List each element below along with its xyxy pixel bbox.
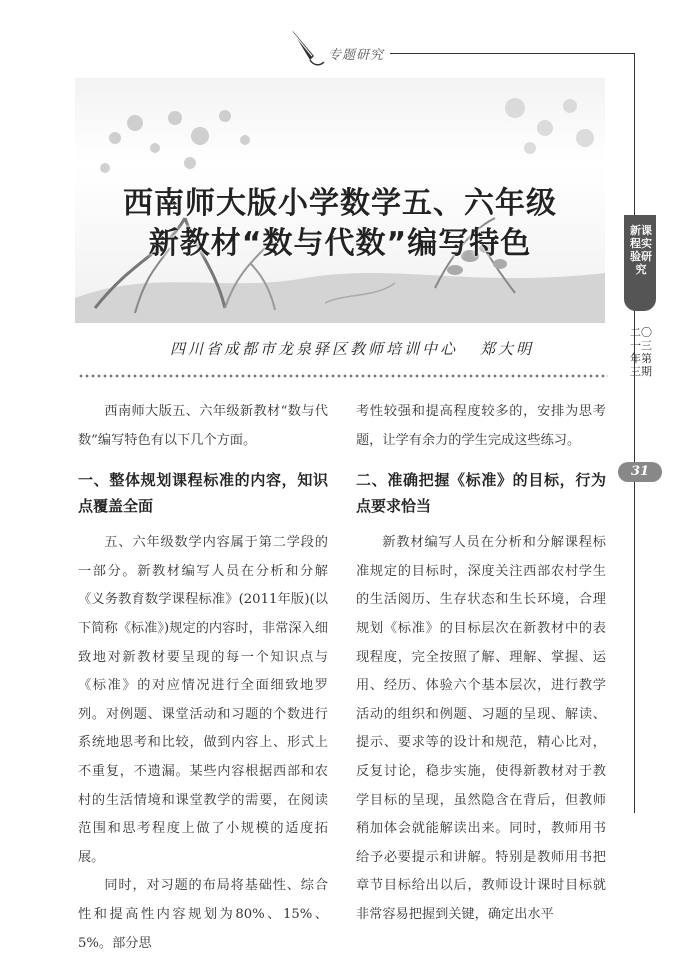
body-paragraph: 考性较强和提高程度较多的，安排为思考题，让学有余力的学生完成这些练习。 (356, 404, 606, 448)
issue-label: 二〇一三年第三期 (630, 326, 652, 378)
section-label: 专题研究 (328, 48, 385, 63)
header-rule (390, 53, 634, 54)
body-paragraph: 同时，对习题的布局将基础性、综合性和提高性内容规划为80%、15%、5%。部分思 (78, 878, 328, 951)
page-number: 31 (618, 462, 662, 482)
margin-rule (634, 53, 635, 813)
author-name: 郑大明 (480, 340, 535, 358)
left-column (78, 398, 328, 958)
article-title-line-1: 西南师大版小学数学五、六年级 (123, 186, 557, 221)
author-byline (170, 338, 534, 359)
body-paragraph: 五、六年级数学内容属于第二学段的一部分。新教材编写人员在分析和分解《义务教育数学课程标准》(2011年版)(以下简称《标准》)规定的内容时，非常深入细致地对新教材要呈现的每一个知识点与《标准》的对应情况进行全面细致地罗列。对例题、课堂活动和习题的个数进行系统地思考和比较，做到内容上、形式上不重复，不遗漏。某些内容根据西部和农村的生活情境和课堂教学的需要，在阅读范围和思考程度上做了小规模的适度拓展。 (78, 535, 328, 865)
journal-name: 新课程实验研究 (630, 224, 652, 276)
article-title-line-2: 新教材“数与代数”编写特色 (148, 226, 532, 261)
section-heading-1: 一、整体规划课程标准的内容，知识点覆盖全面 (78, 471, 328, 516)
body-paragraph: 新教材编写人员在分析和分解课程标准规定的目标时，深度关注西部农村学生的生活阅历、生存状态和生长环境，合理规划《标准》的目标层次在新教材中的表现程度，完全按照了解、理解、掌握、运用、经历、体验六个基本层次，进行教学活动的组织和例题、习题的呈现、解读、提示、要求等的设计和规范，精心比对，反复讨论，稳步实施，使得新教材对于教学目标的呈现，虽然隐含在背后，但教师稍加体会就能解读出来。同时，教师用书给予必要提示和讲解。特别是教师用书把章节目标给出以后，教师设计课时目标就非常容易把握到关键，确定出水平 (356, 535, 606, 922)
right-column (356, 398, 606, 930)
intro-paragraph: 西南师大版五、六年级新教材“数与代数”编写特色有以下几个方面。 (78, 404, 328, 448)
author-affiliation: 四川省成都市龙泉驿区教师培训中心 (170, 340, 459, 358)
decorative-divider (78, 373, 608, 379)
pen-nib-icon (286, 26, 326, 70)
section-heading-2: 二、准确把握《标准》的目标，行为点要求恰当 (356, 471, 606, 516)
